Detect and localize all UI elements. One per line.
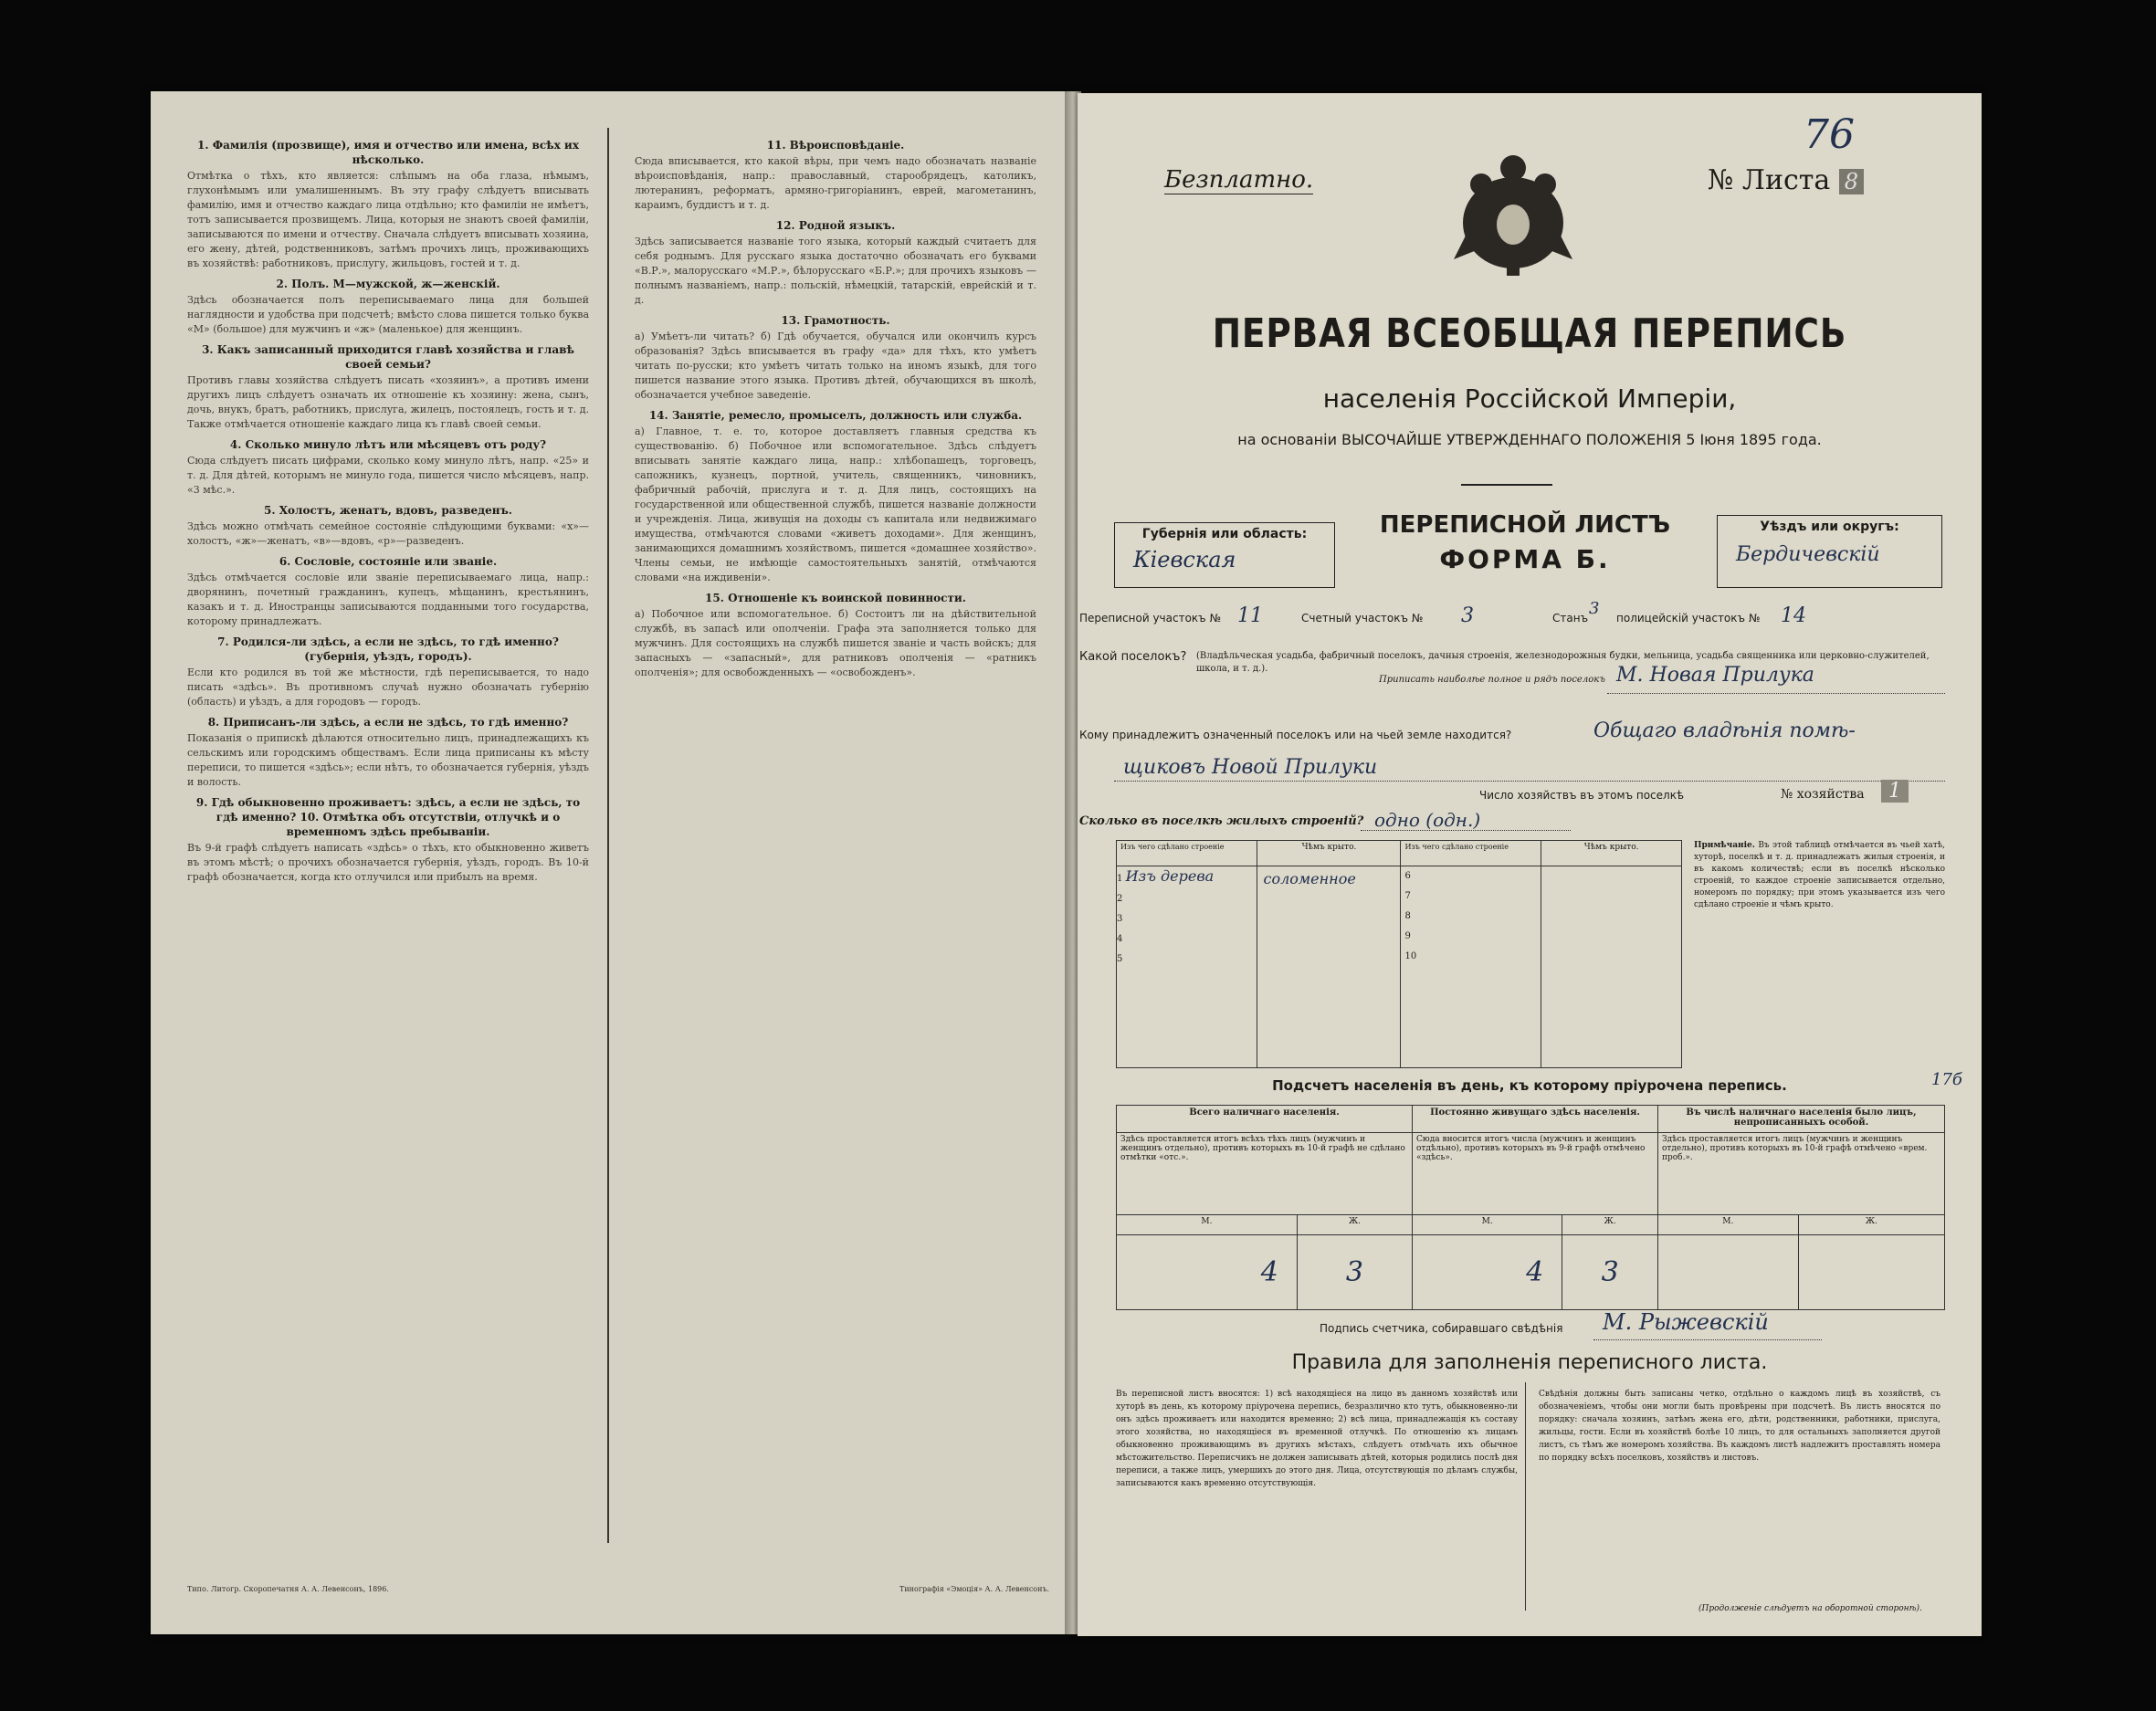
tally-temp-m xyxy=(1657,1235,1798,1310)
sheet-number: 8 xyxy=(1839,169,1864,194)
section-heading: 13. Грамотность. xyxy=(781,314,890,327)
household-no-label: № хозяйства xyxy=(1781,787,1865,802)
census-value: 11 xyxy=(1237,604,1263,627)
owner-value-2: щиковъ Новой Прилуки xyxy=(1123,756,1378,779)
section-heading: 8. Приписанъ-ли здѣсь, а если не здѣсь, то гдѣ именно? xyxy=(207,716,569,729)
counter-value: 3 xyxy=(1461,604,1474,627)
free-label: Безплатно. xyxy=(1164,166,1314,194)
form-subtitle: ФОРМА Б. xyxy=(1439,544,1611,574)
household-no-value: 1 xyxy=(1881,780,1909,803)
left-page xyxy=(151,91,1068,1634)
section-text: Здѣсь обозначается полъ переписываемаго лица для большей наглядности и удобства при подсчетѣ; вмѣсто слова пишется только буква «М» (большое) для мужчинъ и «ж» (маленькое) для женщинъ. xyxy=(187,294,589,335)
settlement-label: Какой поселокъ? xyxy=(1079,650,1187,664)
tally-resident-f: 3 xyxy=(1562,1235,1658,1310)
section-heading: 5. Холостъ, женатъ, вдовъ, разведенъ. xyxy=(264,504,512,517)
section-text: а) Умѣетъ-ли читать? б) Гдѣ обучается, обучался или окончилъ курсъ образованія? Здѣсь вписывается въ графу «да» для тѣхъ, кто умѣетъ читать по-русски; кто умѣетъ читать только на иномъ языкѣ, для того пишется название этого языка. Противъ дѣтей, обучающихся въ школѣ, обозначается учебное заведеніе. xyxy=(635,331,1036,401)
building-roof: соломенное xyxy=(1263,870,1356,887)
section-heading: 6. Сословіе, состояніе или званіе. xyxy=(279,555,498,568)
section-text: Сюда вписывается, кто какой вѣры, при чемъ надо обозначать названіе вѣроисповѣданія, напр.: православный, старообрядецъ, католикъ, лютеранинъ, реформатъ, армяно-григоріанинъ, еврей, магометанинъ, караимъ, буддистъ и т. д. xyxy=(635,155,1036,211)
form-header xyxy=(1342,511,1708,574)
buildings-table: Изъ чего сдѣлано строеніе Чѣмъ крыто. Изъ чего сдѣлано строеніе Чѣмъ крыто. 1 Изъ дерева 2 3 4 5 соломенное 6 7 8 9 10 xyxy=(1116,840,1682,1068)
signature: М. Рыжевскій xyxy=(1603,1309,1769,1335)
section-text: Сюда слѣдуетъ писать цифрами, сколько кому минуло лѣтъ, напр. «25» и т. д. Для дѣтей, которымъ не минуло года, пишется число мѣсяцевъ, напр. «3 мѣс.». xyxy=(187,455,589,496)
police-value: 14 xyxy=(1781,604,1806,627)
section-text: Показанія о припискѣ дѣлаются относительно лицъ, принадлежащихъ къ сельскимъ или городскимъ обществамъ. Если лица приписаны къ мѣсту переписи, то пишется «здѣсь»; если нѣтъ, то обозначается губернія, уѣздъ и волость. xyxy=(187,732,589,788)
section-heading: 2. Полъ. М—мужской, ж—женскій. xyxy=(276,278,500,290)
section-text: Здѣсь отмѣчается сословіе или званіе переписываемаго лица, напр.: дворянинъ, почетный гражданинъ, купецъ, мѣщанинъ, крестьянинъ, казакъ и т. д. Иностранцы записываются подданными того государства, которому принадлежатъ. xyxy=(187,572,589,627)
buildings-label: Сколько въ поселкѣ жилыхъ строеній? xyxy=(1079,814,1364,828)
tally-present-f: 3 xyxy=(1297,1235,1412,1310)
rules-title: Правила для заполненія переписного листа. xyxy=(1291,1351,1768,1374)
section-heading: 12. Родной языкъ. xyxy=(775,219,896,232)
buildings-note: Примѣчаніе. Въ этой таблицѣ отмѣчается въ чьей хатѣ, хуторѣ, поселкѣ и т. д. принадлежатъ жилыя строенія, и въ какомъ количествѣ; если въ поселкѣ нѣсколько строеній, то каждое строеніе записывается отдельно, номеромъ по порядку; при этомъ указывается изъ чего сдѣлано строеніе и чѣмъ крыто. xyxy=(1694,841,1945,909)
document-title: ПЕРВАЯ ВСЕОБЩАЯ ПЕРЕПИСЬ xyxy=(1212,310,1847,357)
double-headed-eagle-icon xyxy=(1454,150,1572,278)
column-divider xyxy=(607,128,609,1543)
footer-right: Тинографія «Эмоція» А. А. Левенсонъ. xyxy=(899,1585,1050,1593)
rules-divider xyxy=(1525,1382,1526,1611)
settlement-value: М. Новая Прилука xyxy=(1616,664,1814,687)
left-column-2 xyxy=(635,132,1036,680)
section-text: Здѣсь можно отмѣчать семейное состояніе слѣдующими буквами: «х»—холостъ, «ж»—женатъ, «в»—вдовъ, «р»—разведенъ. xyxy=(187,520,589,547)
footer-left: Типо. Литогр. Скоропечатня А. А. Левенсонъ, 1896. xyxy=(187,1585,389,1593)
building-material: Изъ дерева xyxy=(1125,867,1215,885)
buildings-value: одно (одн.) xyxy=(1374,809,1481,831)
settlement-note: (Владѣльческая усадьба, фабричный поселокъ, дачныя строенія, железнодорожныя будки, мельница, усадьба священника или церковно-служителей, школа, и т. д.). xyxy=(1196,651,1930,674)
tally-present-m: 4 xyxy=(1117,1235,1298,1310)
section-text: Отмѣтка о тѣхъ, кто является: слѣпымъ на оба глаза, нѣмымъ, глухонѣмымъ или умалишеннымъ. Въ эту графу слѣдуетъ вписывать фамилію, имя и отчество каждаго лица отдѣльно; кто фамиліи не имѣетъ, тотъ записывается прозвищемъ. Лица, которыя не знаютъ своей фамиліи, записываются по имени и отчеству. Сначала слѣдуетъ вписывать хозяина, его жену, дѣтей, родственниковъ, затѣмъ прочихъ лицъ, проживающихъ въ хозяйствѣ: работниковъ, прислугу, жильцовъ, гостей и т. д. xyxy=(187,170,589,269)
signature-label: Подпись счетчика, собиравшаго свѣдѣнія xyxy=(1320,1322,1563,1335)
households-label: Число хозяйствъ въ этомъ поселкѣ xyxy=(1479,789,1685,802)
section-heading: 11. Вѣроисповѣданіе. xyxy=(766,139,905,152)
population-tally-table: Всего наличнаго населенія. Постоянно живущаго здѣсь населенія. Въ числѣ наличнаго населенія было лицъ, непрописанныхъ особой. Здѣсь проставляется итогъ всѣхъ тѣхъ лицъ (мужчинъ и женщинъ отдельно), противъ которыхъ въ 10-й графѣ не сдѣлано отмѣтки «отс.». Сюда вносится итогъ числа (мужчинъ и женщинъ отдѣльно), противъ которыхъ въ 9-й графѣ отмѣчено «здѣсь». Здѣсь проставляется итогъ лицъ (мужчинъ и женщинъ отдельно), противъ которыхъ въ 10-й графѣ отмѣчено «врем. проб.». М. Ж. М. Ж. М. Ж. 4 3 4 3 xyxy=(1116,1105,1945,1310)
section-text: Противъ главы хозяйства слѣдуетъ писать «хозяинъ», а противъ имени другихъ лицъ слѣдуетъ означать их отношеніе къ хозяину: жена, сынъ, дочь, внукъ, братъ, работникъ, прислуга, жилецъ, постоялецъ, гость и т. д. Также отмѣчается отношеніе каждаго лица къ главѣ своей семьи. xyxy=(187,374,589,430)
section-heading: 9. Гдѣ обыкновенно проживаетъ: здѣсь, а если не здѣсь, то гдѣ именно? 10. Отмѣтка объ отсутствіи, отлучкѣ и о временномъ здѣсь пребываніи. xyxy=(195,796,581,838)
section-heading: 15. Отношеніе къ воинской повинности. xyxy=(705,592,966,604)
section-heading: 3. Какъ записанный приходится главѣ хозяйства и главѣ своей семьи? xyxy=(202,343,574,371)
owner-value-1: Общаго владѣнія помѣ- xyxy=(1593,719,1856,742)
district-value: Бердичевскій xyxy=(1736,543,1880,566)
form-title: ПЕРЕПИСНОЙ ЛИСТЪ xyxy=(1379,511,1671,539)
settlement-hint: Приписать наиболѣе полное и рядъ поселокъ xyxy=(1379,675,1605,685)
section-text: а) Главное, т. е. то, которое доставляетъ главныя средства къ существованію. б) Побочное или вспомогательное. Здѣсь слѣдуетъ вписывать занятіе каждаго лица, напр.: хлѣбопашецъ, торговецъ, сапожникъ, кузнецъ, портной, учитель, священникъ, чиновникъ, фабричный рабочій, прислуга и т. д. Для лицъ, состоящихъ на государственной или общественной службѣ, пишется названіе должности и учрежденія. Лица, живущія на доходы съ капитала или недвижимаго имущества, отмѣчаются словами «живетъ доходами». Для женщинъ, занимающихся домашнимъ хозяйствомъ, пишется «домашнее хозяйство». Члены семьи, не имѣющіе самостоятельныхъ занятій, отмѣчаются словами «на иждивеніи». xyxy=(635,425,1036,583)
tally-resident-m: 4 xyxy=(1413,1235,1562,1310)
province-value: Кіевская xyxy=(1133,547,1236,572)
section-heading: 14. Занятіе, ремесло, промыселъ, должность или служба. xyxy=(648,409,1023,422)
document-subtitle: населенія Россійской Имперіи, xyxy=(1322,383,1737,414)
sheet-label: № Листа 8 xyxy=(1708,164,1864,196)
tally-margin-note: 17б xyxy=(1931,1070,1962,1089)
rules-column-2: Свѣдѣнія должны быть записаны четко, отдѣльно о каждомъ лицѣ въ хозяйствѣ, съ обозначеніемъ, чтобы они могли быть провѣрены при подсчетѣ. Въ листъ вносятся по порядку: сначала хозяинъ, затѣмъ жена его, дѣти, родственники, работники, прислуга, жильцы, гости. Если въ хозяйствѣ болѣе 10 лицъ, то для остальныхъ заполняется другой листъ, съ тѣмъ же номеромъ хозяйства. Въ каждомъ листѣ надлежитъ проставлять номера по порядку всѣхъ поселковъ, хозяйствъ и листовъ. xyxy=(1539,1390,1940,1463)
legal-basis: на основаніи ВЫСОЧАЙШЕ УТВЕРЖДЕННАГО ПОЛОЖЕНІЯ 5 Іюня 1895 года. xyxy=(1237,431,1822,448)
stan-value: 3 xyxy=(1589,599,1600,618)
owner-label: Кому принадлежитъ означенный поселокъ или на чьей земле находится? xyxy=(1079,729,1512,741)
section-text: Въ 9-й графѣ слѣдуетъ написать «здѣсь» о тѣхъ, кто обыкновенно живетъ въ этомъ мѣстѣ; о прочихъ обозначается губернія, уѣздъ, городъ. Въ 10-й графѣ обозначается, когда кто отлучился или прибылъ на время. xyxy=(187,842,589,883)
left-column-1 xyxy=(187,132,589,885)
section-heading: 4. Сколько минуло лѣтъ или мѣсяцевъ отъ роду? xyxy=(229,438,547,451)
section-heading: 7. Родился-ли здѣсь, а если не здѣсь, то гдѣ именно? (губернія, уѣздъ, городъ). xyxy=(217,635,559,663)
province-box xyxy=(1114,522,1335,588)
archive-number: 76 xyxy=(1804,111,1855,158)
province-label: Губернія или область: xyxy=(1141,527,1308,541)
section-text: а) Побочное или вспомогательное. б) Состоитъ ли на дѣйствительной службѣ, въ запасѣ или ополченіи. Графа эта заполняется только для мужчинъ. Для состоящихъ на службѣ пишется званіе и часть войскъ; для запасныхъ — «запасный», для ратниковъ ополченія — «ратникъ ополченія»; для освобожденныхъ — «освобожденъ». xyxy=(635,608,1036,678)
section-heading: 1. Фамилія (прозвище), имя и отчество или имена, всѣх их нѣсколько. xyxy=(196,139,579,166)
rules-footer: (Продолженіе слѣдуетъ на оборотной сторонѣ). xyxy=(1699,1604,1922,1613)
district-box xyxy=(1717,515,1942,588)
rules-column-1: Въ переписной листъ вносятся: 1) всѣ находящіеся на лицо въ данномъ хозяйствѣ или хуторѣ въ день, къ которому пріурочена перепись, безразлично кто тутъ, обыкновенно-ли онъ здѣсь проживаетъ или находится временно; 2) всѣ лица, принадлежащія къ составу этого хозяйства, но находящіеся въ временной отлучкѣ. По отношенію къ лицамъ обыкновенно проживающимъ въ другихъ мѣстахъ, слѣдуетъ отмѣчать ихъ обычное мѣстожительство. Переписчикъ не должен записывать дѣтей, которыя родились послѣ дня переписи, а также лицъ, умершихъ до этого дня. Лица, отсутствующія по дѣламъ службы, записываются какъ временно отсутствующія. xyxy=(1116,1390,1518,1488)
section-text: Здѣсь записывается названіе того языка, который каждый считаетъ для себя роднымъ. Для русскаго языка достаточно обозначать его буквами «В.Р.», малорусскаго «М.Р.», бѣлорусскаго «Б.Р.»; для прочихъ языковъ — полнымъ названіемъ, напр.: польскій, нѣмецкій, татарскій, еврейскій и т. д. xyxy=(635,236,1036,306)
district-label: Уѣздъ или округъ: xyxy=(1760,520,1899,534)
title-rule xyxy=(1461,484,1552,486)
tally-title: Подсчетъ населенія въ день, къ которому пріурочена перепись. xyxy=(1272,1077,1787,1094)
tally-temp-f xyxy=(1798,1235,1944,1310)
right-page: 76 Безплатно. № Листа 8 ПЕРВАЯ ВСЕОБЩАЯ ПЕРЕПИСЬ населенія Россійской Имперіи, на основаніи ВЫСОЧАЙШЕ УТВЕРЖДЕННАГО ПОЛОЖЕНІЯ 5 Іюня 1895 года. Губернія или область: Кіевская ПЕРЕПИСНОЙ ЛИСТЪ ФОРМА Б. Уѣздъ или округъ: Бердичевскій Переписной участокъ № 11 Счетный участокъ № 3 Станъ 3 полицейскій участокъ № 14 Какой поселокъ? (Владѣльческая усадьба, фабричный поселокъ, дачныя строенія, железнодорожныя будки, мельница, усадьба священника или церковно-служителей, школа, и т. д.). Приписать наиболѣе полное и рядъ поселокъ М. Новая Прилука Кому принадлежитъ означенный поселокъ или на чьей земле находится? Общаго владѣнія помѣ- щиковъ Новой Прилуки Число хозяйствъ въ этомъ поселкѣ № хозяйства 1 Сколько въ поселкѣ жилыхъ строеній? одно (одн.) Изъ чего сдѣлано строеніе Чѣмъ крыто. Изъ чего сдѣлано строеніе Чѣмъ крыто. 1 Изъ дерева 2 3 4 5 соломенное 6 7 8 9 10 Примѣчаніе. Въ этой таблицѣ отмѣчается въ чьей хатѣ, хуторѣ, поселкѣ и т. д. принадлежатъ жилыя строенія, и въ какомъ количествѣ; если въ поселкѣ нѣсколько строеній, то каждое строеніе записывается отдельно, номеромъ по порядку; при этомъ указывается изъ чего сдѣлано строеніе и чѣмъ крыто. Подсчетъ населенія въ день, къ которому пріурочена перепись. 17б Всего наличнаго населенія. Постоянно живущаго здѣсь населенія. Въ числѣ наличнаго населенія было лицъ, непрописанныхъ особой. Здѣсь проставляется итогъ всѣхъ тѣхъ лицъ (мужчинъ и женщинъ отдельно), противъ которыхъ въ 10-й графѣ не сдѣлано отмѣтки «отс.». Сюда вносится итогъ числа (мужчинъ и женщинъ отдѣльно), противъ которыхъ въ 9-й графѣ отмѣчено «здѣсь». Здѣсь проставляется итогъ лицъ (мужчинъ и женщинъ отдельно), противъ которыхъ въ 10-й графѣ отмѣчено «врем. проб.». М. Ж. М. Ж. М. Ж. 4 3 4 3 Подпись счетчика, собиравшаго свѣдѣнія М. Рыжевскій Правила для заполненія переписного листа. Въ переписной листъ вносятся: 1) всѣ находящіеся на лицо въ данномъ хозяйствѣ или хуторѣ въ день, къ которому пріурочена перепись, безразлично кто тутъ, обыкновенно-ли онъ здѣсь проживаетъ или находится временно; 2) всѣ лица, принадлежащія къ составу этого хозяйства, но находящіеся въ временной отлучкѣ. По отношенію къ лицамъ обыкновенно проживающимъ въ другихъ мѣстахъ, слѣдуетъ отмѣчать ихъ обычное мѣстожительство. Переписчикъ не должен записывать дѣтей, которыя родились послѣ дня переписи, а также лицъ, умершихъ до этого дня. Лица, отсутствующія по дѣламъ службы, записываются какъ временно отсутствующія. Свѣдѣнія должны быть записаны четко, отдѣльно о каждомъ лицѣ въ хозяйствѣ, съ обозначеніемъ, чтобы они могли быть провѣрены при подсчетѣ. Въ листъ вносятся по порядку: сначала хозяинъ, затѣмъ жена его, дѣти, родственники, работники, прислуга, жильцы, гости. Если въ хозяйствѣ болѣе 10 лицъ, то для остальныхъ заполняется другой листъ, съ тѣмъ же номеромъ хозяйства. Въ каждомъ листѣ надлежитъ проставлять номера по порядку всѣхъ поселковъ, хозяйствъ и листовъ. (Продолженіе слѣдуетъ на оборотной сторонѣ). xyxy=(1078,93,1982,1636)
section-text: Если кто родился въ той же мѣстности, гдѣ переписывается, то надо писать «здѣсь». Въ противномъ случаѣ нужно обозначать губернію (область) и уѣздъ, а для городовъ — городъ. xyxy=(187,667,589,708)
